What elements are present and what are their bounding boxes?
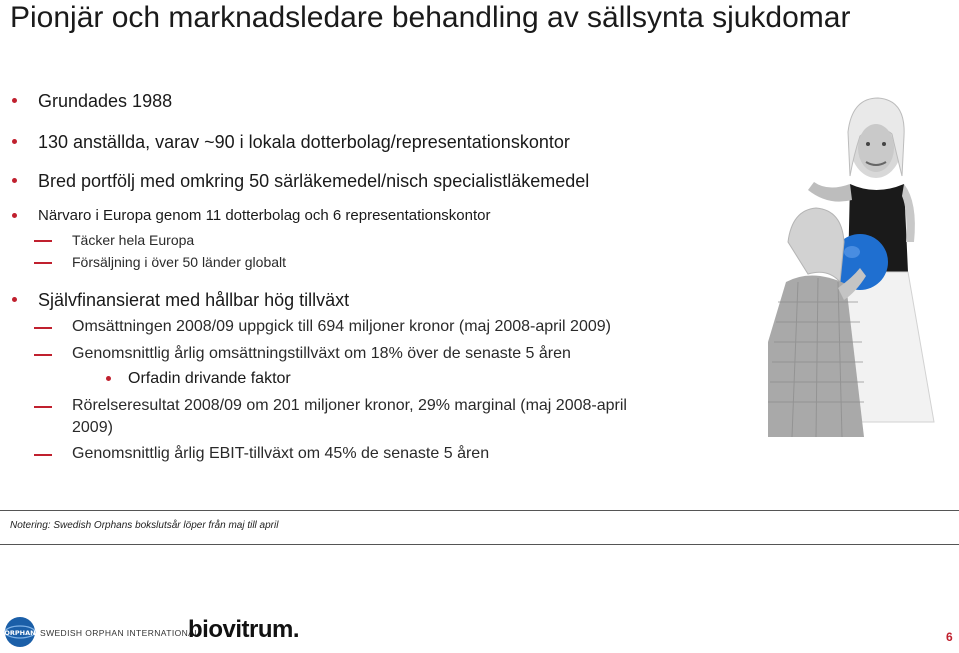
sub-bullet-item — [72, 444, 489, 464]
sub-sub-bullet-text: Orfadin drivande faktor — [128, 370, 291, 387]
sub-bullet-text: Genomsnittlig årlig omsättningstillväxt om 18% över de senaste 5 åren — [72, 345, 571, 362]
bullet-text: 130 anställda, varav ~90 i lokala dotterbolag/representationskontor — [38, 132, 570, 152]
bullet-text: Självfinansierat med hållbar hög tillväxt — [38, 290, 350, 310]
sub-bullet-item — [72, 396, 627, 416]
sub-bullet-continuation — [72, 418, 113, 438]
dash-icon — [34, 454, 52, 456]
bullet-item — [38, 206, 491, 226]
bullet-dot-icon — [106, 376, 111, 381]
bullet-item — [38, 90, 172, 112]
dash-icon — [34, 327, 52, 329]
sub-bullet-text: Omsättningen 2008/09 uppgick till 694 miljoner kronor (maj 2008-april 2009) — [72, 318, 611, 335]
swedish-orphan-logo-text: SWEDISH ORPHAN INTERNATIONAL — [40, 628, 200, 638]
sub-bullet-text: Försäljning i över 50 länder globalt — [72, 254, 287, 270]
bullet-dot-icon — [12, 297, 17, 302]
note-divider-top — [0, 510, 959, 511]
page-number: 6 — [946, 630, 953, 644]
bullet-dot-icon — [12, 139, 17, 144]
sub-bullet-text: Rörelseresultat 2008/09 om 201 miljoner kronor, 29% marginal (maj 2008-april — [72, 397, 627, 414]
sub-bullet-text: Genomsnittlig årlig EBIT-tillväxt om 45% de senaste 5 åren — [72, 445, 490, 462]
biovitrum-logo: biovitrum. — [188, 616, 300, 643]
dash-icon — [34, 262, 52, 264]
bullet-text: Närvaro i Europa genom 11 dotterbolag och 6 representationskontor — [38, 207, 491, 224]
sub-bullet-text: Täcker hela Europa — [72, 232, 195, 248]
sub-bullet-item — [72, 253, 286, 271]
bullet-item — [38, 131, 570, 153]
dash-icon — [34, 354, 52, 356]
swedish-orphan-logo-icon — [4, 616, 36, 648]
dash-icon — [34, 406, 52, 408]
bullet-dot-icon — [12, 178, 17, 183]
sub-bullet-item — [72, 317, 611, 337]
footer — [0, 610, 959, 647]
bullet-item — [38, 170, 589, 192]
bullet-text: Grundades 1988 — [38, 91, 173, 111]
sub-sub-bullet-item — [128, 369, 291, 389]
children-playing-photo — [768, 92, 956, 437]
footnote: Notering: Swedish Orphans bokslutsår löper från maj till april — [10, 520, 279, 531]
sub-bullet-item — [72, 344, 571, 364]
bullet-item — [38, 289, 349, 311]
bullet-dot-icon — [12, 98, 17, 103]
bullet-dot-icon — [12, 213, 17, 218]
bullet-text: Bred portfölj med omkring 50 särläkemedel/nisch specialistläkemedel — [38, 171, 590, 191]
dash-icon — [34, 240, 52, 242]
note-divider-bottom — [0, 544, 959, 545]
orphan-logo-mark: ORPHAN — [4, 629, 36, 637]
slide-title: Pionjär och marknadsledare behandling av sällsynta sjukdomar — [10, 1, 851, 34]
sub-bullet-item — [72, 231, 194, 249]
sub-bullet-text: 2009) — [72, 419, 113, 436]
